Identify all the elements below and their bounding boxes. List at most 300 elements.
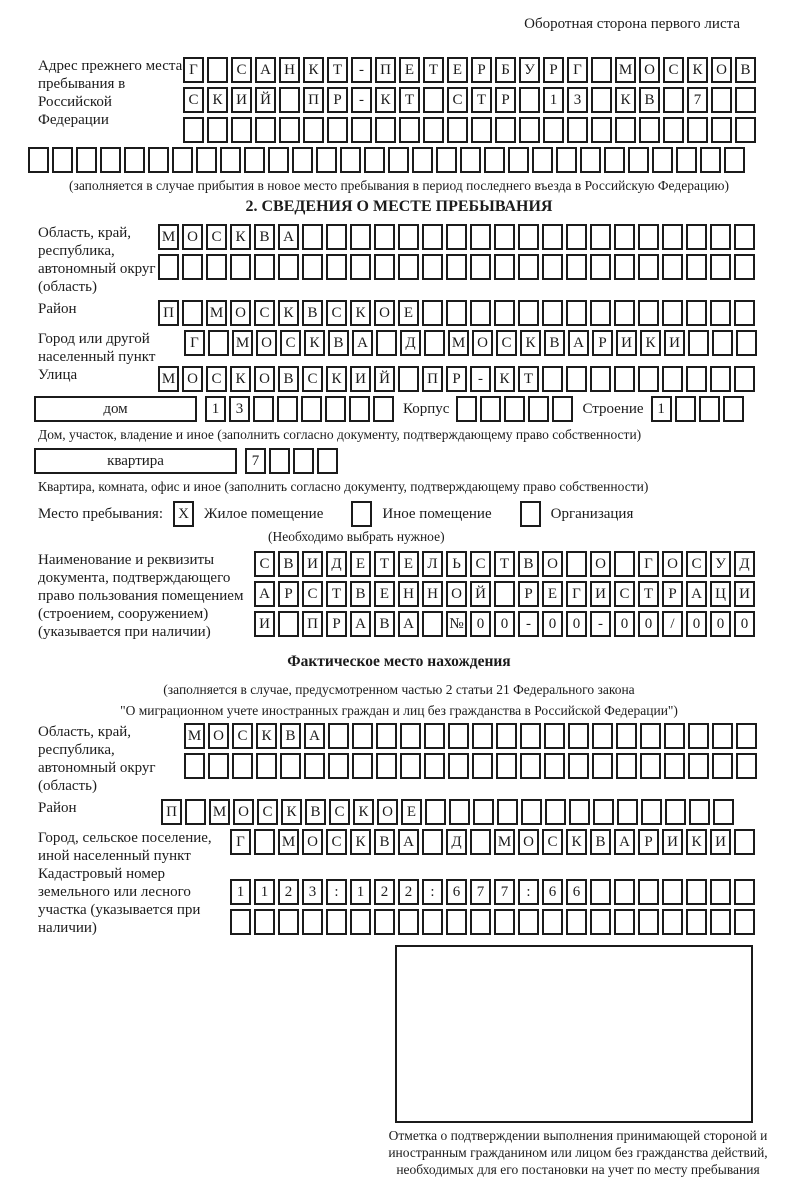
char-cell[interactable]: 3 xyxy=(229,396,250,422)
char-cell[interactable]: О xyxy=(182,224,203,250)
char-cell[interactable] xyxy=(542,254,563,280)
char-cell[interactable] xyxy=(638,366,659,392)
char-cell[interactable] xyxy=(253,396,274,422)
char-cell[interactable] xyxy=(639,117,660,143)
char-cell[interactable] xyxy=(542,224,563,250)
char-cell[interactable] xyxy=(52,147,73,173)
char-cell[interactable]: К xyxy=(375,87,396,113)
char-cell[interactable]: С xyxy=(686,551,707,577)
char-cell[interactable] xyxy=(496,723,517,749)
char-cell[interactable]: 1 xyxy=(254,879,275,905)
char-cell[interactable]: Г xyxy=(183,57,204,83)
char-cell[interactable] xyxy=(472,753,493,779)
char-cell[interactable] xyxy=(374,254,395,280)
char-cell[interactable]: В xyxy=(735,57,756,83)
char-cell[interactable] xyxy=(593,799,614,825)
char-cell[interactable]: Д xyxy=(734,551,755,577)
char-cell[interactable]: 0 xyxy=(710,611,731,637)
char-cell[interactable]: № xyxy=(446,611,467,637)
char-cell[interactable] xyxy=(652,147,673,173)
char-cell[interactable] xyxy=(470,300,491,326)
char-cell[interactable] xyxy=(471,117,492,143)
char-cell[interactable]: А xyxy=(398,829,419,855)
char-cell[interactable]: С xyxy=(280,330,301,356)
char-cell[interactable] xyxy=(662,300,683,326)
char-cell[interactable] xyxy=(686,366,707,392)
char-cell[interactable] xyxy=(424,723,445,749)
char-cell[interactable] xyxy=(376,723,397,749)
char-cell[interactable] xyxy=(614,551,635,577)
char-cell[interactable] xyxy=(412,147,433,173)
char-cell[interactable] xyxy=(302,254,323,280)
char-cell[interactable]: Н xyxy=(279,57,300,83)
char-cell[interactable]: 0 xyxy=(686,611,707,637)
char-cell[interactable]: К xyxy=(687,57,708,83)
char-cell[interactable]: И xyxy=(662,829,683,855)
char-cell[interactable] xyxy=(172,147,193,173)
char-cell[interactable]: Й xyxy=(470,581,491,607)
char-cell[interactable] xyxy=(208,330,229,356)
char-cell[interactable] xyxy=(255,117,276,143)
char-cell[interactable] xyxy=(665,799,686,825)
char-cell[interactable]: М xyxy=(158,224,179,250)
char-cell[interactable]: С xyxy=(614,581,635,607)
char-cell[interactable]: С xyxy=(302,366,323,392)
char-cell[interactable]: Е xyxy=(447,57,468,83)
char-cell[interactable] xyxy=(293,448,314,474)
char-cell[interactable] xyxy=(520,753,541,779)
char-cell[interactable] xyxy=(230,254,251,280)
char-cell[interactable] xyxy=(268,147,289,173)
char-cell[interactable]: Н xyxy=(422,581,443,607)
char-cell[interactable]: П xyxy=(375,57,396,83)
char-cell[interactable] xyxy=(508,147,529,173)
char-cell[interactable]: Е xyxy=(374,581,395,607)
char-cell[interactable]: Р xyxy=(327,87,348,113)
char-cell[interactable] xyxy=(664,753,685,779)
char-cell[interactable]: А xyxy=(686,581,707,607)
char-cell[interactable] xyxy=(590,909,611,935)
char-cell[interactable] xyxy=(448,753,469,779)
char-cell[interactable]: X xyxy=(173,501,194,527)
char-cell[interactable]: О xyxy=(711,57,732,83)
char-cell[interactable]: Р xyxy=(638,829,659,855)
char-cell[interactable]: П xyxy=(158,300,179,326)
char-cell[interactable] xyxy=(470,829,491,855)
char-cell[interactable] xyxy=(567,117,588,143)
char-cell[interactable]: К xyxy=(207,87,228,113)
char-cell[interactable] xyxy=(566,300,587,326)
char-cell[interactable]: П xyxy=(422,366,443,392)
char-cell[interactable] xyxy=(544,723,565,749)
char-cell[interactable]: В xyxy=(278,551,299,577)
char-cell[interactable] xyxy=(566,909,587,935)
char-cell[interactable] xyxy=(349,396,370,422)
char-cell[interactable] xyxy=(590,224,611,250)
char-cell[interactable] xyxy=(494,254,515,280)
char-cell[interactable] xyxy=(422,909,443,935)
char-cell[interactable] xyxy=(183,117,204,143)
char-cell[interactable]: К xyxy=(353,799,374,825)
char-cell[interactable] xyxy=(591,117,612,143)
char-cell[interactable] xyxy=(662,909,683,935)
char-cell[interactable] xyxy=(614,254,635,280)
char-cell[interactable]: М xyxy=(232,330,253,356)
char-cell[interactable] xyxy=(277,396,298,422)
char-cell[interactable]: Б xyxy=(495,57,516,83)
char-cell[interactable]: Т xyxy=(638,581,659,607)
char-cell[interactable]: И xyxy=(616,330,637,356)
char-cell[interactable] xyxy=(28,147,49,173)
char-cell[interactable] xyxy=(422,224,443,250)
char-cell[interactable] xyxy=(542,909,563,935)
char-cell[interactable] xyxy=(254,909,275,935)
char-cell[interactable]: А xyxy=(304,723,325,749)
char-cell[interactable]: С xyxy=(231,57,252,83)
char-cell[interactable]: С xyxy=(302,581,323,607)
char-cell[interactable] xyxy=(662,879,683,905)
char-cell[interactable] xyxy=(230,909,251,935)
char-cell[interactable] xyxy=(446,254,467,280)
char-cell[interactable]: К xyxy=(686,829,707,855)
char-cell[interactable]: О xyxy=(208,723,229,749)
char-cell[interactable] xyxy=(326,909,347,935)
char-cell[interactable]: Г xyxy=(566,581,587,607)
char-cell[interactable]: - xyxy=(351,87,372,113)
char-cell[interactable]: Г xyxy=(230,829,251,855)
char-cell[interactable] xyxy=(710,879,731,905)
char-cell[interactable]: И xyxy=(302,551,323,577)
char-cell[interactable] xyxy=(374,224,395,250)
char-cell[interactable]: Т xyxy=(374,551,395,577)
char-cell[interactable] xyxy=(544,753,565,779)
char-cell[interactable] xyxy=(423,87,444,113)
char-cell[interactable] xyxy=(736,753,757,779)
char-cell[interactable] xyxy=(460,147,481,173)
char-cell[interactable]: С xyxy=(206,224,227,250)
char-cell[interactable]: 3 xyxy=(567,87,588,113)
char-cell[interactable]: 0 xyxy=(638,611,659,637)
char-cell[interactable]: А xyxy=(254,581,275,607)
char-cell[interactable]: Е xyxy=(398,551,419,577)
char-cell[interactable] xyxy=(518,224,539,250)
char-cell[interactable]: 2 xyxy=(374,879,395,905)
char-cell[interactable] xyxy=(710,909,731,935)
char-cell[interactable]: С xyxy=(254,300,275,326)
char-cell[interactable] xyxy=(566,224,587,250)
char-cell[interactable] xyxy=(662,254,683,280)
char-cell[interactable] xyxy=(304,753,325,779)
char-cell[interactable] xyxy=(254,829,275,855)
char-cell[interactable] xyxy=(566,254,587,280)
char-cell[interactable]: М xyxy=(184,723,205,749)
char-cell[interactable] xyxy=(340,147,361,173)
char-cell[interactable] xyxy=(446,909,467,935)
char-cell[interactable]: Л xyxy=(422,551,443,577)
char-cell[interactable]: Т xyxy=(518,366,539,392)
char-cell[interactable]: Е xyxy=(399,57,420,83)
char-cell[interactable]: А xyxy=(255,57,276,83)
char-cell[interactable] xyxy=(638,254,659,280)
char-cell[interactable]: А xyxy=(614,829,635,855)
char-cell[interactable]: 7 xyxy=(494,879,515,905)
char-cell[interactable]: Р xyxy=(278,581,299,607)
char-cell[interactable] xyxy=(566,366,587,392)
char-cell[interactable] xyxy=(519,87,540,113)
char-cell[interactable] xyxy=(614,300,635,326)
char-cell[interactable]: В xyxy=(590,829,611,855)
char-cell[interactable] xyxy=(182,300,203,326)
char-cell[interactable] xyxy=(615,117,636,143)
char-cell[interactable] xyxy=(473,799,494,825)
char-cell[interactable] xyxy=(424,753,445,779)
char-cell[interactable] xyxy=(400,723,421,749)
char-cell[interactable] xyxy=(734,254,755,280)
char-cell[interactable]: Т xyxy=(494,551,515,577)
char-cell[interactable] xyxy=(518,300,539,326)
char-cell[interactable] xyxy=(497,799,518,825)
char-cell[interactable]: А xyxy=(278,224,299,250)
char-cell[interactable] xyxy=(712,330,733,356)
char-cell[interactable] xyxy=(552,396,573,422)
char-cell[interactable] xyxy=(590,300,611,326)
char-cell[interactable]: К xyxy=(278,300,299,326)
char-cell[interactable]: У xyxy=(710,551,731,577)
char-cell[interactable] xyxy=(592,723,613,749)
char-cell[interactable] xyxy=(518,909,539,935)
char-cell[interactable]: К xyxy=(566,829,587,855)
char-cell[interactable]: 1 xyxy=(230,879,251,905)
char-cell[interactable]: В xyxy=(518,551,539,577)
char-cell[interactable]: 7 xyxy=(245,448,266,474)
char-cell[interactable]: В xyxy=(278,366,299,392)
char-cell[interactable] xyxy=(254,254,275,280)
char-cell[interactable] xyxy=(158,254,179,280)
char-cell[interactable] xyxy=(480,396,501,422)
char-cell[interactable]: И xyxy=(254,611,275,637)
char-cell[interactable] xyxy=(700,147,721,173)
char-cell[interactable]: Т xyxy=(327,57,348,83)
char-cell[interactable]: 0 xyxy=(494,611,515,637)
char-cell[interactable]: О xyxy=(518,829,539,855)
char-cell[interactable] xyxy=(699,396,720,422)
char-cell[interactable]: 6 xyxy=(446,879,467,905)
char-cell[interactable] xyxy=(528,396,549,422)
char-cell[interactable]: В xyxy=(639,87,660,113)
char-cell[interactable]: И xyxy=(710,829,731,855)
char-cell[interactable] xyxy=(734,300,755,326)
char-cell[interactable] xyxy=(351,117,372,143)
char-cell[interactable] xyxy=(710,300,731,326)
char-cell[interactable]: С xyxy=(232,723,253,749)
char-cell[interactable] xyxy=(470,909,491,935)
char-cell[interactable] xyxy=(545,799,566,825)
char-cell[interactable]: А xyxy=(350,611,371,637)
char-cell[interactable] xyxy=(688,330,709,356)
char-cell[interactable] xyxy=(591,57,612,83)
char-cell[interactable] xyxy=(518,254,539,280)
char-cell[interactable] xyxy=(569,799,590,825)
char-cell[interactable]: И xyxy=(664,330,685,356)
char-cell[interactable] xyxy=(472,723,493,749)
char-cell[interactable] xyxy=(713,799,734,825)
char-cell[interactable] xyxy=(664,723,685,749)
char-cell[interactable] xyxy=(303,117,324,143)
char-cell[interactable]: 1 xyxy=(543,87,564,113)
char-cell[interactable]: В xyxy=(302,300,323,326)
char-cell[interactable]: М xyxy=(158,366,179,392)
char-cell[interactable]: О xyxy=(374,300,395,326)
char-cell[interactable] xyxy=(269,448,290,474)
char-cell[interactable] xyxy=(232,753,253,779)
char-cell[interactable] xyxy=(446,224,467,250)
char-cell[interactable]: Н xyxy=(398,581,419,607)
char-cell[interactable]: М xyxy=(209,799,230,825)
char-cell[interactable]: К xyxy=(494,366,515,392)
char-cell[interactable] xyxy=(456,396,477,422)
char-cell[interactable] xyxy=(712,723,733,749)
char-cell[interactable] xyxy=(292,147,313,173)
char-cell[interactable]: Р xyxy=(518,581,539,607)
char-cell[interactable] xyxy=(352,723,373,749)
char-cell[interactable]: К xyxy=(615,87,636,113)
char-cell[interactable]: - xyxy=(351,57,372,83)
char-cell[interactable]: Г xyxy=(638,551,659,577)
char-cell[interactable] xyxy=(398,224,419,250)
char-cell[interactable]: В xyxy=(374,611,395,637)
char-cell[interactable] xyxy=(662,224,683,250)
char-cell[interactable]: У xyxy=(519,57,540,83)
char-cell[interactable]: 1 xyxy=(651,396,672,422)
char-cell[interactable]: Т xyxy=(471,87,492,113)
char-cell[interactable] xyxy=(196,147,217,173)
char-cell[interactable]: / xyxy=(662,611,683,637)
char-cell[interactable]: 0 xyxy=(734,611,755,637)
char-cell[interactable] xyxy=(495,117,516,143)
char-cell[interactable] xyxy=(278,611,299,637)
char-cell[interactable]: С xyxy=(257,799,278,825)
char-cell[interactable] xyxy=(675,396,696,422)
char-cell[interactable]: И xyxy=(350,366,371,392)
char-cell[interactable]: О xyxy=(590,551,611,577)
char-cell[interactable]: Ц xyxy=(710,581,731,607)
char-cell[interactable] xyxy=(327,117,348,143)
char-cell[interactable]: С xyxy=(329,799,350,825)
char-cell[interactable] xyxy=(494,581,515,607)
char-cell[interactable] xyxy=(399,117,420,143)
char-cell[interactable] xyxy=(220,147,241,173)
char-cell[interactable]: К xyxy=(303,57,324,83)
char-cell[interactable]: 0 xyxy=(566,611,587,637)
char-cell[interactable]: А xyxy=(398,611,419,637)
char-cell[interactable]: А xyxy=(568,330,589,356)
char-cell[interactable] xyxy=(689,799,710,825)
char-cell[interactable]: М xyxy=(206,300,227,326)
char-cell[interactable] xyxy=(351,501,372,527)
char-cell[interactable] xyxy=(736,330,757,356)
char-cell[interactable]: Т xyxy=(326,581,347,607)
char-cell[interactable]: О xyxy=(446,581,467,607)
char-cell[interactable] xyxy=(542,366,563,392)
char-cell[interactable] xyxy=(614,879,635,905)
char-cell[interactable] xyxy=(301,396,322,422)
char-cell[interactable]: И xyxy=(734,581,755,607)
char-cell[interactable] xyxy=(350,224,371,250)
char-cell[interactable]: Й xyxy=(255,87,276,113)
char-cell[interactable]: Д xyxy=(326,551,347,577)
char-cell[interactable] xyxy=(676,147,697,173)
char-cell[interactable]: О xyxy=(542,551,563,577)
char-cell[interactable] xyxy=(520,501,541,527)
char-cell[interactable]: К xyxy=(230,224,251,250)
char-cell[interactable] xyxy=(446,300,467,326)
char-cell[interactable]: Е xyxy=(542,581,563,607)
char-cell[interactable] xyxy=(470,254,491,280)
char-cell[interactable]: Д xyxy=(446,829,467,855)
char-cell[interactable]: К xyxy=(520,330,541,356)
char-cell[interactable] xyxy=(590,254,611,280)
char-cell[interactable] xyxy=(207,117,228,143)
char-cell[interactable]: М xyxy=(494,829,515,855)
char-cell[interactable] xyxy=(182,254,203,280)
char-cell[interactable]: П xyxy=(161,799,182,825)
char-cell[interactable] xyxy=(350,254,371,280)
char-cell[interactable] xyxy=(352,753,373,779)
char-cell[interactable] xyxy=(325,396,346,422)
char-cell[interactable] xyxy=(566,551,587,577)
char-cell[interactable] xyxy=(712,753,733,779)
char-cell[interactable]: О xyxy=(377,799,398,825)
char-cell[interactable] xyxy=(543,117,564,143)
char-cell[interactable]: О xyxy=(256,330,277,356)
char-cell[interactable] xyxy=(616,753,637,779)
char-cell[interactable] xyxy=(628,147,649,173)
char-cell[interactable]: О xyxy=(230,300,251,326)
char-cell[interactable]: 7 xyxy=(470,879,491,905)
char-cell[interactable] xyxy=(710,366,731,392)
char-cell[interactable]: : xyxy=(518,879,539,905)
char-cell[interactable] xyxy=(470,224,491,250)
char-cell[interactable]: К xyxy=(304,330,325,356)
char-cell[interactable] xyxy=(504,396,525,422)
char-cell[interactable]: В xyxy=(280,723,301,749)
char-cell[interactable] xyxy=(422,611,443,637)
char-cell[interactable] xyxy=(207,57,228,83)
char-cell[interactable]: О xyxy=(182,366,203,392)
char-cell[interactable] xyxy=(124,147,145,173)
char-cell[interactable] xyxy=(279,87,300,113)
char-cell[interactable] xyxy=(302,224,323,250)
char-cell[interactable]: - xyxy=(590,611,611,637)
char-cell[interactable] xyxy=(328,753,349,779)
char-cell[interactable]: Р xyxy=(446,366,467,392)
char-cell[interactable]: 3 xyxy=(302,879,323,905)
char-cell[interactable] xyxy=(422,254,443,280)
char-cell[interactable] xyxy=(735,87,756,113)
char-cell[interactable] xyxy=(521,799,542,825)
char-cell[interactable] xyxy=(206,254,227,280)
char-cell[interactable] xyxy=(604,147,625,173)
char-cell[interactable]: М xyxy=(448,330,469,356)
char-cell[interactable]: 1 xyxy=(350,879,371,905)
char-cell[interactable] xyxy=(711,87,732,113)
char-cell[interactable] xyxy=(208,753,229,779)
char-cell[interactable]: : xyxy=(422,879,443,905)
char-cell[interactable] xyxy=(278,909,299,935)
char-cell[interactable]: И xyxy=(590,581,611,607)
char-cell[interactable] xyxy=(662,366,683,392)
char-cell[interactable] xyxy=(317,448,338,474)
